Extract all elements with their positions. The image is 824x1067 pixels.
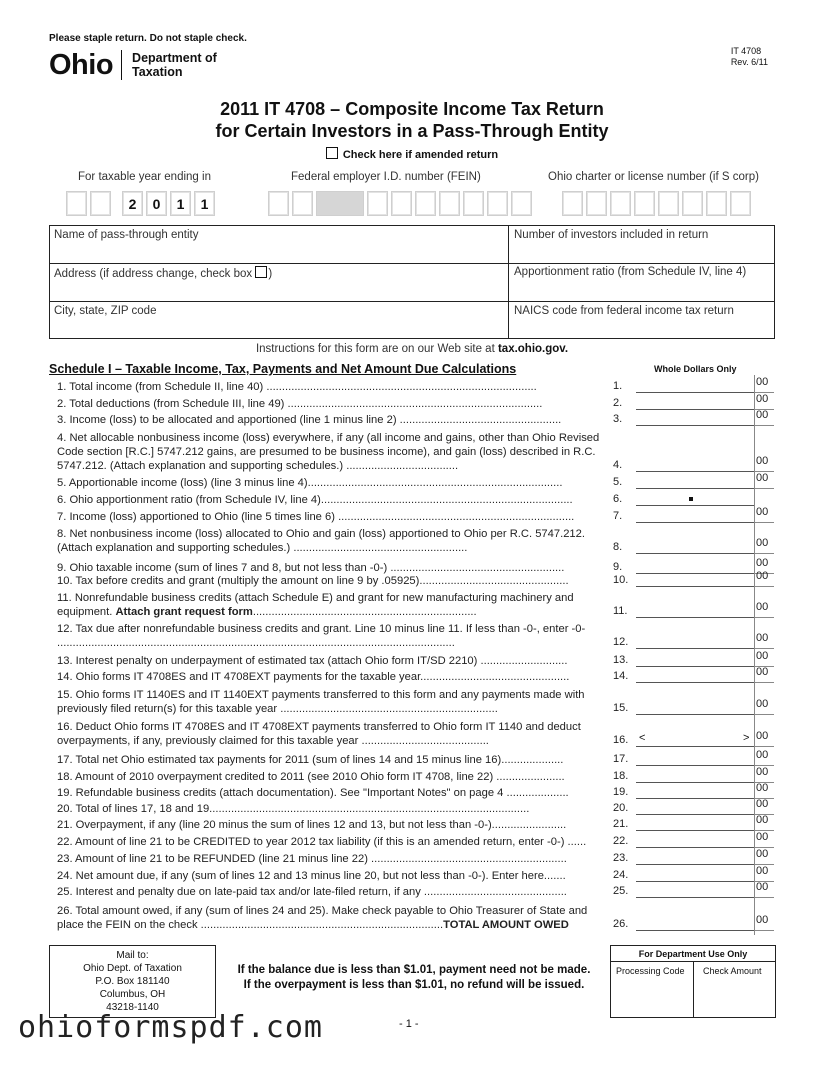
- tax-year-label: For taxable year ending in: [78, 171, 211, 183]
- line-16-amount-field[interactable]: [636, 746, 754, 747]
- line-number: 24.: [613, 869, 629, 881]
- dept-use-title: For Department Use Only: [611, 946, 775, 962]
- cents-rule: [754, 488, 774, 489]
- cents-label: 00: [756, 865, 769, 877]
- address-field[interactable]: [54, 266, 272, 280]
- divider: [50, 301, 774, 302]
- schedule-line-1-label: 1. Total income (from Schedule II, line 40) .......................................................................................: [57, 381, 537, 393]
- cents-label: 00: [756, 601, 769, 613]
- page-number: - 1 -: [399, 1018, 419, 1030]
- schedule-line-13-label: 13. Interest penalty on underpayment of estimated tax (attach Ohio form IT/SD 2210) ............................: [57, 655, 568, 667]
- divider: [50, 263, 774, 264]
- schedule-line-20-label: 20. Total of lines 17, 18 and 19.......................................................................................................: [57, 803, 530, 815]
- line-10-amount-field[interactable]: [636, 586, 754, 587]
- cents-rule: [754, 682, 774, 683]
- department-name: [132, 51, 217, 79]
- line-number: 14.: [613, 670, 629, 682]
- line-3-amount-field[interactable]: [636, 425, 754, 426]
- line-18-amount-field[interactable]: [636, 782, 754, 783]
- whole-dollars-note: Whole Dollars Only: [654, 364, 737, 374]
- line-emphasis: TOTAL AMOUNT OWED: [443, 919, 569, 931]
- schedule-line-25-label: 25. Interest and penalty due on late-paid tax and/or late-filed return, if any ..............................................: [57, 886, 567, 898]
- schedule-line-2-label: 2. Total deductions (from Schedule III, line 49) ..................................................................................: [57, 398, 543, 410]
- line-24-amount-field[interactable]: [636, 881, 754, 882]
- line-11-amount-field[interactable]: [636, 617, 754, 618]
- form-id: [731, 46, 768, 68]
- cents-label: 00: [756, 455, 769, 467]
- line-5-amount-field[interactable]: [636, 488, 754, 489]
- line-6-amount-field[interactable]: [636, 505, 754, 506]
- logo-word: Ohio: [49, 48, 114, 81]
- cents-rule: [754, 553, 774, 554]
- line-number: 12.: [613, 636, 629, 648]
- cents-label: 00: [756, 798, 769, 810]
- cents-label: 00: [756, 698, 769, 710]
- tax-year-digit[interactable]: 1: [170, 191, 191, 216]
- mail-line: Columbus, OH: [99, 989, 166, 1000]
- form-number: IT 4708: [730, 46, 762, 56]
- address-change-checkbox[interactable]: [255, 266, 267, 278]
- fein-digit[interactable]: [463, 191, 484, 216]
- cents-rule: [754, 648, 774, 649]
- line-number: 15.: [613, 702, 629, 714]
- line-26-amount-field[interactable]: [636, 930, 754, 931]
- cents-label: 00: [756, 766, 769, 778]
- entity-name-field[interactable]: Name of pass-through entity: [54, 229, 199, 241]
- processing-code-label: Processing Code: [616, 966, 685, 976]
- charter-digit[interactable]: [562, 191, 583, 216]
- amended-checkbox-row[interactable]: [0, 147, 824, 161]
- line-number: 5.: [613, 476, 623, 488]
- watermark: ohioformspdf.com: [18, 1010, 323, 1045]
- cents-label: 00: [756, 914, 769, 926]
- schedule-line-10-label: 10. Tax before credits and grant (multiply the amount on line 9 by .05925)................................................: [57, 575, 569, 587]
- line-number: 16.: [613, 734, 629, 746]
- fein-separator: [316, 191, 364, 216]
- divider: [693, 962, 694, 1018]
- tax-year-boxes[interactable]: [66, 191, 215, 216]
- cents-rule: [754, 617, 774, 618]
- schedule-line-22-label: 22. Amount of line 21 to be CREDITED to year 2012 tax liability (if this is an amended return, enter -0-) ......: [57, 836, 587, 848]
- mail-line: 43218-1140: [106, 1002, 159, 1013]
- cents-label: 00: [756, 881, 769, 893]
- tax-year-digit[interactable]: [90, 191, 111, 216]
- department-use-box: [610, 945, 776, 1018]
- line-4-amount-field[interactable]: [636, 471, 754, 472]
- line-22-amount-field[interactable]: [636, 847, 754, 848]
- title-line1: 2011 IT 4708 – Composite Income Tax Return: [220, 99, 604, 119]
- tax-year-digit[interactable]: 1: [194, 191, 215, 216]
- entity-info-table: [49, 225, 775, 339]
- schedule-line-14-label: 14. Ohio forms IT 4708ES and IT 4708EXT payments for the taxable year................................................: [57, 671, 570, 683]
- line-number: 21.: [613, 818, 629, 830]
- line-number: 1.: [613, 380, 623, 392]
- cents-label: 00: [756, 472, 769, 484]
- cents-rule: [754, 746, 774, 747]
- line-20-amount-field[interactable]: [636, 814, 754, 815]
- fein-digit[interactable]: [292, 191, 313, 216]
- instructions-note: [0, 343, 824, 355]
- check-amount-label: Check Amount: [703, 966, 762, 976]
- schedule-line-9-label: 9. Ohio taxable income (sum of lines 7 and 8, but not less than -0-) ........................................................: [57, 562, 565, 574]
- line-number: 19.: [613, 786, 629, 798]
- fein-boxes[interactable]: [268, 191, 532, 216]
- warning-line1: If the balance due is less than $1.01, payment need not be made.: [237, 964, 591, 976]
- line-number: 25.: [613, 885, 629, 897]
- line-number: 10.: [613, 574, 629, 586]
- line-2-amount-field[interactable]: [636, 409, 754, 410]
- line-number: 9.: [613, 561, 623, 573]
- line-number: 6.: [613, 493, 623, 505]
- cents-label: 00: [756, 632, 769, 644]
- line-number: 20.: [613, 802, 629, 814]
- schedule-line-15-label: 15. Ohio forms IT 1140ES and IT 1140EXT payments transferred to this form and any payments made with previously filed return(s) for this taxable year ......................................................................: [57, 689, 585, 715]
- cents-label: 00: [756, 557, 769, 569]
- fein-digit[interactable]: [391, 191, 412, 216]
- tax-year-digit[interactable]: [66, 191, 87, 216]
- line-1-amount-field[interactable]: [636, 392, 754, 393]
- amount-column-rule: [754, 375, 755, 935]
- charter-digit[interactable]: [658, 191, 679, 216]
- cents-label: 00: [756, 831, 769, 843]
- charter-digit[interactable]: [682, 191, 703, 216]
- title-line2: for Certain Investors in a Pass-Through Entity: [215, 121, 609, 141]
- address-label-end: ): [268, 268, 273, 280]
- schedule-line-5-label: 5. Apportionable income (loss) (line 3 minus line 4)..................................................................................: [57, 477, 563, 489]
- fein-digit[interactable]: [511, 191, 532, 216]
- cents-label: 00: [756, 393, 769, 405]
- fein-label: Federal employer I.D. number (FEIN): [291, 171, 481, 183]
- line-14-amount-field[interactable]: [636, 682, 754, 683]
- schedule-line-17-label: 17. Total net Ohio estimated tax payments for 2011 (sum of lines 14 and 15 minus line 16)....................: [57, 754, 564, 766]
- fein-digit[interactable]: [268, 191, 289, 216]
- line-8-amount-field[interactable]: [636, 553, 754, 554]
- schedule-line-7-label: 7. Income (loss) apportioned to Ohio (line 5 times line 6) ............................................................................: [57, 511, 575, 523]
- charter-label: Ohio charter or license number (if S corp): [548, 171, 759, 183]
- cents-rule: [754, 930, 774, 931]
- charter-digit[interactable]: [730, 191, 751, 216]
- cents-label: 00: [756, 749, 769, 761]
- cents-label: 00: [756, 570, 769, 582]
- schedule-line-3-label: 3. Income (loss) to be allocated and apportioned (line 1 minus line 2) ....................................................: [57, 414, 562, 426]
- cents-label: 00: [756, 506, 769, 518]
- fein-digit[interactable]: [487, 191, 508, 216]
- charter-digit[interactable]: [634, 191, 655, 216]
- line-number: 7.: [613, 510, 623, 522]
- cents-label: 00: [756, 409, 769, 421]
- cents-rule: [754, 425, 774, 426]
- line-number: 11.: [613, 605, 628, 617]
- negative-bracket-close: >: [743, 732, 750, 744]
- cents-label: 00: [756, 848, 769, 860]
- mail-line: Ohio Dept. of Taxation: [83, 963, 182, 974]
- tax-year-digit[interactable]: 0: [146, 191, 167, 216]
- line-number: 2.: [613, 397, 623, 409]
- ohio-logo: [49, 50, 217, 80]
- line-23-amount-field[interactable]: [636, 864, 754, 865]
- schedule-line-12-label: 12. Tax due after nonrefundable business credits and grant. Line 10 minus line 11. If less than -0-, enter -0- ................................................................................................................................: [57, 623, 586, 649]
- instructions-site[interactable]: tax.ohio.gov.: [497, 343, 569, 355]
- city-state-zip-field[interactable]: City, state, ZIP code: [54, 305, 157, 317]
- cents-rule: [754, 714, 774, 715]
- line-19-amount-field[interactable]: [636, 798, 754, 799]
- charter-digit[interactable]: [610, 191, 631, 216]
- line-9-amount-field[interactable]: [636, 573, 754, 574]
- fein-digit[interactable]: [439, 191, 460, 216]
- line-number: 13.: [613, 654, 629, 666]
- cents-label: 00: [756, 666, 769, 678]
- line-number: 23.: [613, 852, 629, 864]
- line-12-amount-field[interactable]: [636, 648, 754, 649]
- line-13-amount-field[interactable]: [636, 666, 754, 667]
- mail-line: P.O. Box 181140: [95, 976, 170, 987]
- line-21-amount-field[interactable]: [636, 830, 754, 831]
- amended-checkbox[interactable]: [326, 147, 338, 159]
- line-emphasis: Attach grant request form: [115, 606, 253, 618]
- schedule-line-8-label: 8. Net nonbusiness income (loss) allocated to Ohio and gain (loss) apportioned to Ohio per R.C. 5747.212. (Attach explanation and supporting schedules.) ........................................................: [57, 528, 585, 554]
- mailing-address: [49, 945, 216, 1018]
- form-title: [0, 98, 824, 142]
- line-number: 22.: [613, 835, 629, 847]
- line-number: 4.: [613, 459, 623, 471]
- cents-rule: [754, 586, 774, 587]
- schedule-line-24-label: 24. Net amount due, if any (sum of lines 12 and 13 minus line 20, but not less than -0-). Enter here.......: [57, 870, 566, 882]
- amended-label: Check here if amended return: [342, 149, 499, 161]
- line-15-amount-field[interactable]: [636, 714, 754, 715]
- apportionment-field[interactable]: Apportionment ratio (from Schedule IV, line 4): [514, 266, 747, 278]
- cents-label: 00: [756, 376, 769, 388]
- charter-digit[interactable]: [586, 191, 607, 216]
- cents-label: 00: [756, 730, 769, 742]
- cents-label: 00: [756, 537, 769, 549]
- schedule-line-4-label: 4. Net allocable nonbusiness income (loss) everywhere, if any (all income and gains, other than Ohio Revised Code section [R.C.] 5747.212 gains, are presumed to be business income), and gain (loss) described in R.C. 5747.212. (Attach explanation and supporting schedules.) ....................................: [57, 432, 600, 472]
- line-7-amount-field[interactable]: [636, 522, 754, 523]
- form-revision: Rev. 6/11: [730, 57, 768, 67]
- decimal-point-marker: [689, 497, 693, 501]
- cents-label: 00: [756, 814, 769, 826]
- fein-digit[interactable]: [415, 191, 436, 216]
- dept-line1: Department of: [132, 51, 217, 65]
- schedule-line-6-label: 6. Ohio apportionment ratio (from Schedule IV, line 4).................................................................................: [57, 494, 573, 506]
- charter-boxes[interactable]: [562, 191, 751, 216]
- line-17-amount-field[interactable]: [636, 765, 754, 766]
- logo-divider: [121, 50, 122, 80]
- line-number: 17.: [613, 753, 629, 765]
- line-number: 26.: [613, 918, 629, 930]
- tax-year-digit[interactable]: 2: [122, 191, 143, 216]
- dept-line2: Taxation: [132, 65, 183, 79]
- investors-field[interactable]: Number of investors included in return: [514, 229, 709, 241]
- divider: [508, 226, 509, 338]
- address-label: Address (if address change, check box: [54, 268, 253, 280]
- schedule-line-16-label: 16. Deduct Ohio forms IT 4708ES and IT 4708EXT payments transferred to Ohio form IT 1140 and deduct overpayments, if any, previously claimed for this taxable year .........................................: [57, 721, 581, 747]
- cents-label: 00: [756, 782, 769, 794]
- cents-rule: [754, 522, 774, 523]
- cents-label: 00: [756, 650, 769, 662]
- line-number: 3.: [613, 413, 623, 425]
- schedule-line-11-label: 11. Nonrefundable business credits (attach Schedule E) and grant for new manufacturing machinery and equipment. Attach grant request form........................................................................: [57, 592, 574, 618]
- threshold-warning: [224, 963, 604, 993]
- schedule-line-18-label: 18. Amount of 2010 overpayment credited to 2011 (see 2010 Ohio form IT 4708, line 22) ......................: [57, 771, 565, 783]
- schedule-line-23-label: 23. Amount of line 21 to be REFUNDED (line 21 minus line 22) ...............................................................: [57, 853, 567, 865]
- naics-field[interactable]: NAICS code from federal income tax return: [514, 305, 734, 317]
- mail-line: Mail to:: [116, 950, 149, 961]
- staple-note: Please staple return. Do not staple check.: [49, 33, 247, 44]
- charter-digit[interactable]: [706, 191, 727, 216]
- negative-bracket-open: <: [639, 732, 646, 744]
- schedule-title: Schedule I – Taxable Income, Tax, Payments and Net Amount Due Calculations: [49, 362, 517, 376]
- schedule-line-21-label: 21. Overpayment, if any (line 20 minus the sum of lines 12 and 13, but not less than -0-)........................: [57, 819, 567, 831]
- schedule-line-26-label: 26. Total amount owed, if any (sum of lines 24 and 25). Make check payable to Ohio Treasurer of State and place the FEIN on the check ..............................................................................TOTAL AMOUNT OWED: [57, 905, 588, 931]
- line-number: 8.: [613, 541, 623, 553]
- schedule-line-19-label: 19. Refundable business credits (attach documentation). See "Important Notes" on page 4 ....................: [57, 787, 569, 799]
- line-number: 18.: [613, 770, 629, 782]
- fein-digit[interactable]: [367, 191, 388, 216]
- line-25-amount-field[interactable]: [636, 897, 754, 898]
- warning-line2: If the overpayment is less than $1.01, no refund will be issued.: [243, 979, 585, 991]
- instructions-text: Instructions for this form are on our Web site at: [255, 343, 498, 355]
- cents-rule: [754, 897, 774, 898]
